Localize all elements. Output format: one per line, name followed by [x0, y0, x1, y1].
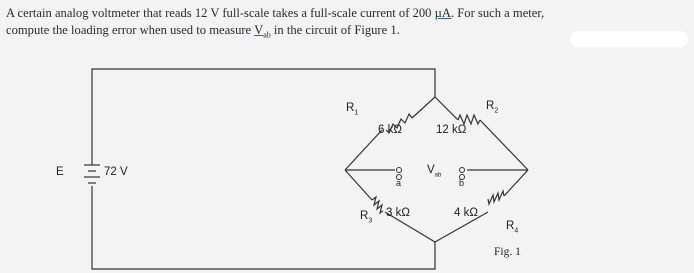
r2-sub: 2	[494, 107, 499, 115]
r1-wire	[412, 97, 435, 118]
problem-text: A certain analog voltmeter that reads 12 V full-scale takes a full-scale current of 200	[6, 6, 435, 20]
r2-wire-2	[480, 120, 528, 170]
r1-name	[346, 102, 358, 116]
r1-sub: 1	[354, 109, 359, 117]
r4-value: 4 kΩ	[454, 207, 478, 219]
vab-main: V	[254, 23, 264, 37]
problem-text: . For such a meter,	[450, 6, 545, 20]
vab-sub: ab	[263, 30, 271, 40]
vab-label	[427, 164, 441, 178]
r3-letter: R	[360, 210, 369, 222]
r2-letter: R	[486, 100, 495, 112]
figure-caption: Fig. 1	[494, 246, 521, 258]
r4-name	[506, 220, 518, 234]
node-a-label: a	[396, 178, 402, 188]
r1-value: 6 kΩ	[378, 124, 402, 136]
current-unit: µA	[434, 6, 451, 20]
source-label	[56, 166, 64, 178]
bottom-wire	[92, 186, 435, 269]
r2-name	[486, 100, 498, 114]
r2-value: 12 kΩ	[436, 124, 467, 136]
r2-wire	[435, 97, 458, 120]
r2-resistor	[458, 115, 480, 124]
r3-sub: 3	[368, 217, 373, 225]
r3-value: 3 kΩ	[386, 207, 410, 219]
node-b-label: b	[459, 178, 465, 188]
problem-text: compute the loading error when used to measure	[6, 23, 255, 37]
r3-name	[360, 210, 372, 224]
r3-resistor	[372, 197, 383, 213]
top-wire	[92, 69, 435, 165]
terminal-b-top	[460, 168, 465, 173]
r3-wire	[345, 170, 372, 200]
terminal-a-top	[397, 168, 402, 173]
vab-letter: V	[427, 164, 435, 176]
r4-letter: R	[506, 220, 515, 232]
source-symbol: E	[56, 166, 64, 178]
r4-wire	[504, 170, 528, 196]
problem-text: in the circuit of Figure 1.	[270, 23, 400, 37]
vab-sub: ab	[434, 172, 442, 179]
r1-letter: R	[346, 102, 355, 114]
r4-sub: 4	[514, 227, 519, 235]
r1-wire-2	[345, 130, 382, 170]
r4-resistor	[488, 191, 504, 204]
source-value: 72 V	[104, 166, 128, 178]
